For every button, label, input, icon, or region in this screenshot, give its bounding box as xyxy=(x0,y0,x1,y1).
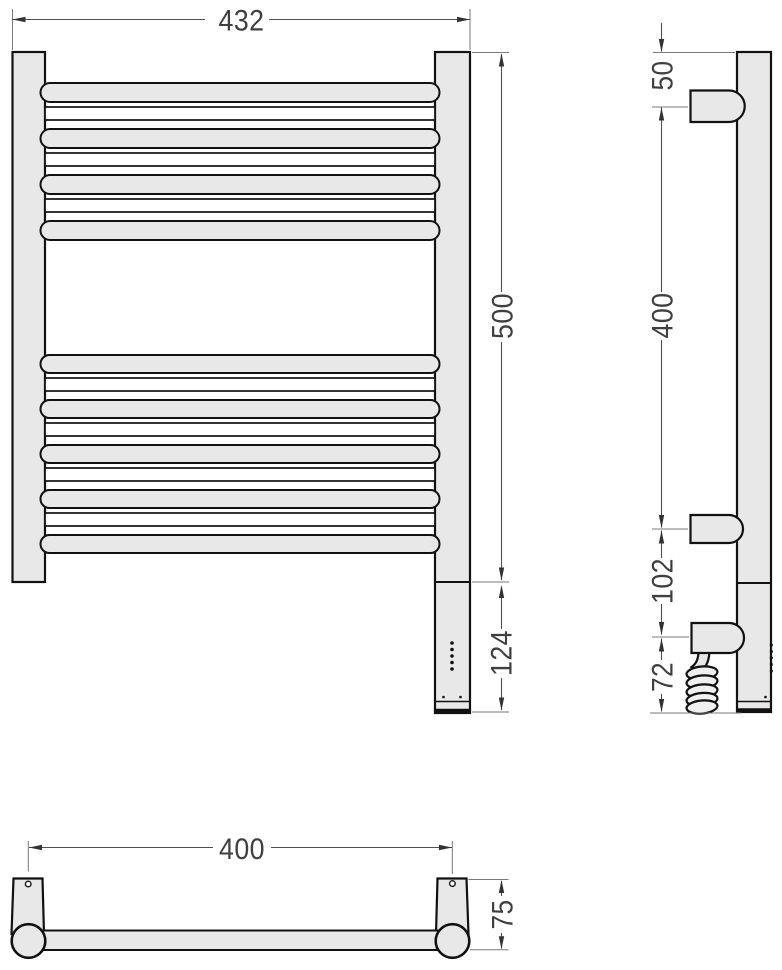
dim-label-400: 400 xyxy=(646,286,680,339)
cap-screw-dot xyxy=(764,696,767,699)
towel-bar-thin xyxy=(45,199,435,212)
towel-bar xyxy=(41,445,440,463)
dim-label-124: 124 xyxy=(485,624,519,676)
towel-bar xyxy=(41,355,440,373)
dimension-front-heater xyxy=(472,585,518,712)
towel-bar xyxy=(41,221,440,240)
dim-label-50: 50 xyxy=(646,56,680,91)
towel-bar xyxy=(41,175,440,194)
dim-label-75: 75 xyxy=(486,895,520,930)
left-post-section xyxy=(12,924,46,958)
towel-bar xyxy=(41,490,440,508)
wall-bracket-bottom xyxy=(691,515,744,543)
right-post-section xyxy=(436,924,470,958)
side-post xyxy=(737,52,771,712)
cap-screw-dot xyxy=(459,696,462,699)
dim-label-432: 432 xyxy=(218,4,265,38)
top-bar xyxy=(40,931,442,951)
towel-bar-thin xyxy=(45,153,435,166)
towel-bar-thin xyxy=(45,107,435,120)
dimension-top-depth xyxy=(469,880,520,950)
towel-bar xyxy=(41,129,440,148)
towel-bar-thin xyxy=(45,468,435,481)
side-view xyxy=(646,23,773,715)
dimension-front-height xyxy=(472,53,519,583)
mounting-hole xyxy=(25,881,31,887)
dimension-side-gap xyxy=(646,531,689,638)
dim-label-400-top: 400 xyxy=(219,832,265,866)
towel-bar-thin xyxy=(45,513,435,526)
power-unit-bracket xyxy=(692,623,745,653)
power-cable-coil xyxy=(686,665,718,715)
dimension-side-bracket-span xyxy=(646,107,688,529)
towel-bar-thin xyxy=(45,423,435,436)
mounting-hole xyxy=(450,881,456,887)
dim-label-500: 500 xyxy=(486,287,520,339)
towel-bar xyxy=(41,400,440,418)
dimension-front-width xyxy=(13,4,471,50)
dim-label-102: 102 xyxy=(646,552,680,604)
top-view xyxy=(12,833,520,958)
wall-bracket-top xyxy=(691,91,745,123)
dimension-top-span xyxy=(28,833,452,874)
front-view xyxy=(13,4,520,713)
towel-bar-thin xyxy=(45,378,435,391)
right-post xyxy=(435,52,470,713)
towel-bar xyxy=(41,83,440,102)
cap-screw-dot xyxy=(442,696,445,699)
towel-bar xyxy=(41,535,440,553)
dim-label-72: 72 xyxy=(646,657,680,692)
dimension-side-top-offset xyxy=(646,23,735,91)
